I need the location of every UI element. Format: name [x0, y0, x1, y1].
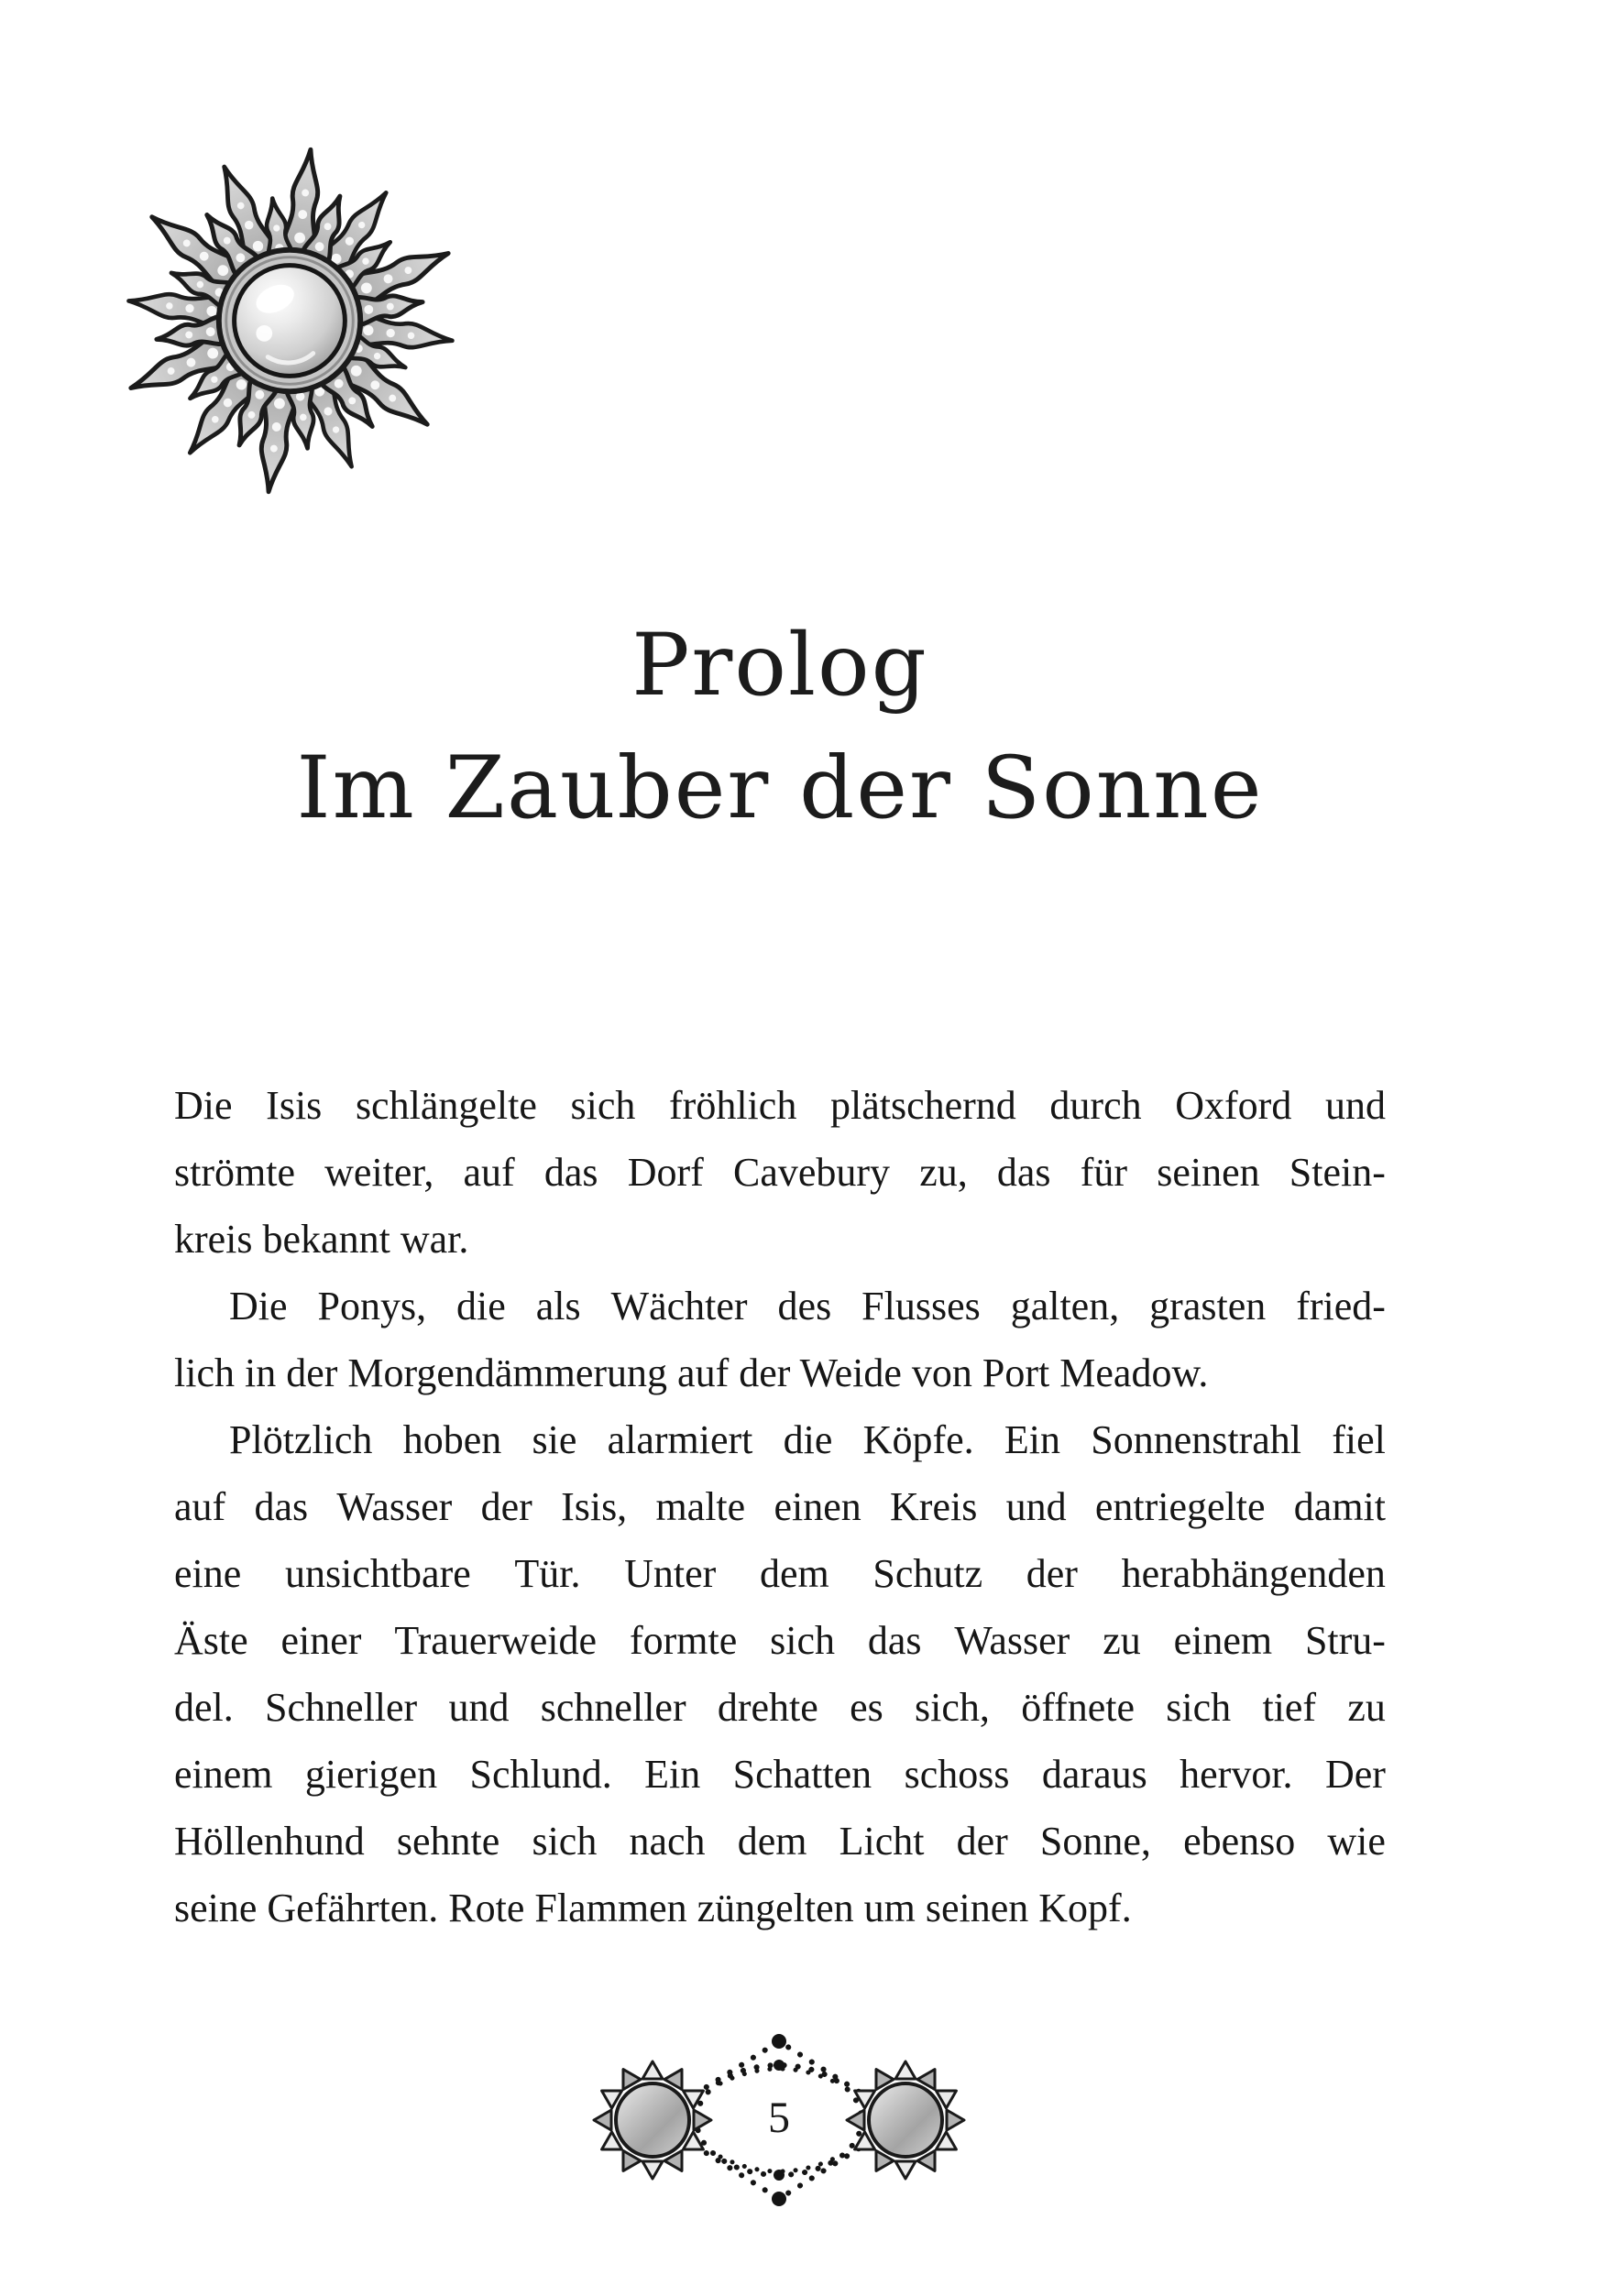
sun-illustration — [108, 136, 471, 506]
body-line: strömte weiter, auf das Dorf Cavebury zu, das für seinen Stein- — [174, 1150, 1386, 1195]
body-line: Die Isis schlängelte sich fröhlich plätschernd durch Oxford und — [174, 1083, 1386, 1128]
body-line: Äste einer Trauerweide formte sich das Wasser zu einem Stru- — [174, 1618, 1386, 1663]
sun-icon — [108, 136, 471, 506]
page-number: 5 — [768, 2094, 790, 2142]
body-line: seine Gefährten. Rote Flammen züngelten um seinen Kopf. — [174, 1886, 1132, 1930]
body-line: kreis bekannt war. — [174, 1217, 469, 1262]
body-line: Höllenhund sehnte sich nach dem Licht der Sonne, ebenso wie — [174, 1819, 1386, 1864]
body-text — [174, 1072, 1386, 1941]
chapter-label: Prolog — [631, 616, 928, 716]
chapter-title: Im Zauber der Sonne — [296, 738, 1264, 838]
body-line: Die Ponys, die als Wächter des Flusses galten, grasten fried- — [229, 1284, 1386, 1328]
body-line: Plötzlich hoben sie alarmiert die Köpfe. Ein Sonnenstrahl fiel — [229, 1417, 1386, 1462]
body-line: del. Schneller und schneller drehte es sich, öffnete sich tief zu — [174, 1685, 1386, 1730]
body-line: einem gierigen Schlund. Ein Schatten schoss daraus hervor. Der — [174, 1752, 1386, 1797]
body-line: eine unsichtbare Tür. Unter dem Schutz der herabhängenden — [174, 1551, 1386, 1596]
body-line: auf das Wasser der Isis, malte einen Kreis und entriegelte damit — [174, 1484, 1386, 1529]
chapter-title-block — [174, 605, 1386, 850]
body-line: lich in der Morgendämmerung auf der Weide von Port Meadow. — [174, 1350, 1209, 1395]
